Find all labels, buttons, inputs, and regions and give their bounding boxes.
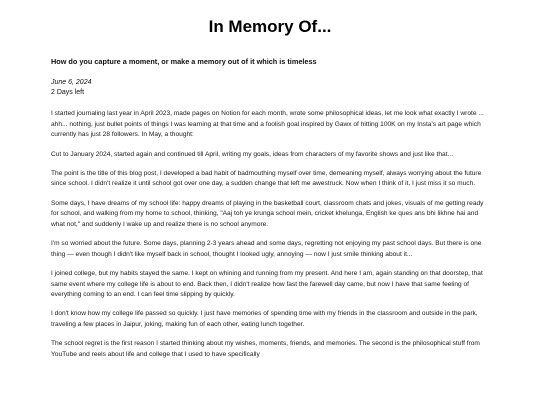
paragraph: I started journaling last year in April 2023, made pages on Notion for each month, wrote some philosophical ideas, let me look what exactly I wrote ... ahh... nothing, just bullet points of things I was learning at that time and a foolish goal inspired by Gawx of hitting 100K on my Insta's art page which currently has just 28 followers. In May, a thought:: [51, 110, 484, 139]
paragraph: The school regret is the first reason I started thinking about my wishes, moments, friends, and memories. The second is the philosophical stuff from YouTube and reels about life and college that I used to have specifically: [51, 340, 480, 358]
paragraph: I joined college, but my habits stayed the same. I kept on whining and running from my present. And here I am, again standing on that doorstep, that same event where my college life is about to end. Back then, I didn't realize how fast the farewell day came, but now I have that same feeling of everything coming to an end. I can feel time slipping by quickly.: [51, 269, 483, 299]
post-body: [51, 109, 489, 361]
paragraph: I'm so worried about the future. Some days, planning 2-3 years ahead and some days, regretting not enjoying my past school days. But there is one thing — even though I didn't like myself back in school, thought I looked ugly, annoying — now I just smile thinking about it...: [51, 240, 482, 258]
blog-post: [51, 0, 489, 361]
paragraph: Some days, I have dreams of my school life: happy dreams of playing in the basketball court, classroom chats and jokes, visuals of me getting ready for school, and walking from my home to school, thinking, "Aaj toh ye krunga school mein, cricket khelunga, English ke ques ans bhi likhne hai and what not," and suddenly I wake up and realize there is no school anymore.: [51, 199, 484, 228]
page-title: In Memory Of...: [208, 17, 332, 36]
post-subtitle: How do you capture a moment, or make a memory out of it which is timeless: [51, 57, 317, 66]
days-left-label: 2 Days left: [51, 89, 85, 97]
paragraph: Cut to January 2024, started again and continued till April, writing my goals, ideas from characters of my favorite shows and just like that...: [51, 150, 454, 158]
post-date: June 6, 2024: [51, 79, 92, 87]
paragraph: The point is the title of this blog post, I developed a bad habit of badmouthing myself over time, demeaning myself, always worrying about the future since school. I didn't realize it until school got over one day, a sudden change that left me awestruck. Now when I think of it, I just miss it so much.: [51, 169, 482, 188]
paragraph: I don't know how my college life passed so quickly. I just have memories of spending time with my friends in the classroom and outside in the park, traveling a few places in Jaipur, joking, making fun of each other, eating lunch together.: [51, 310, 478, 329]
